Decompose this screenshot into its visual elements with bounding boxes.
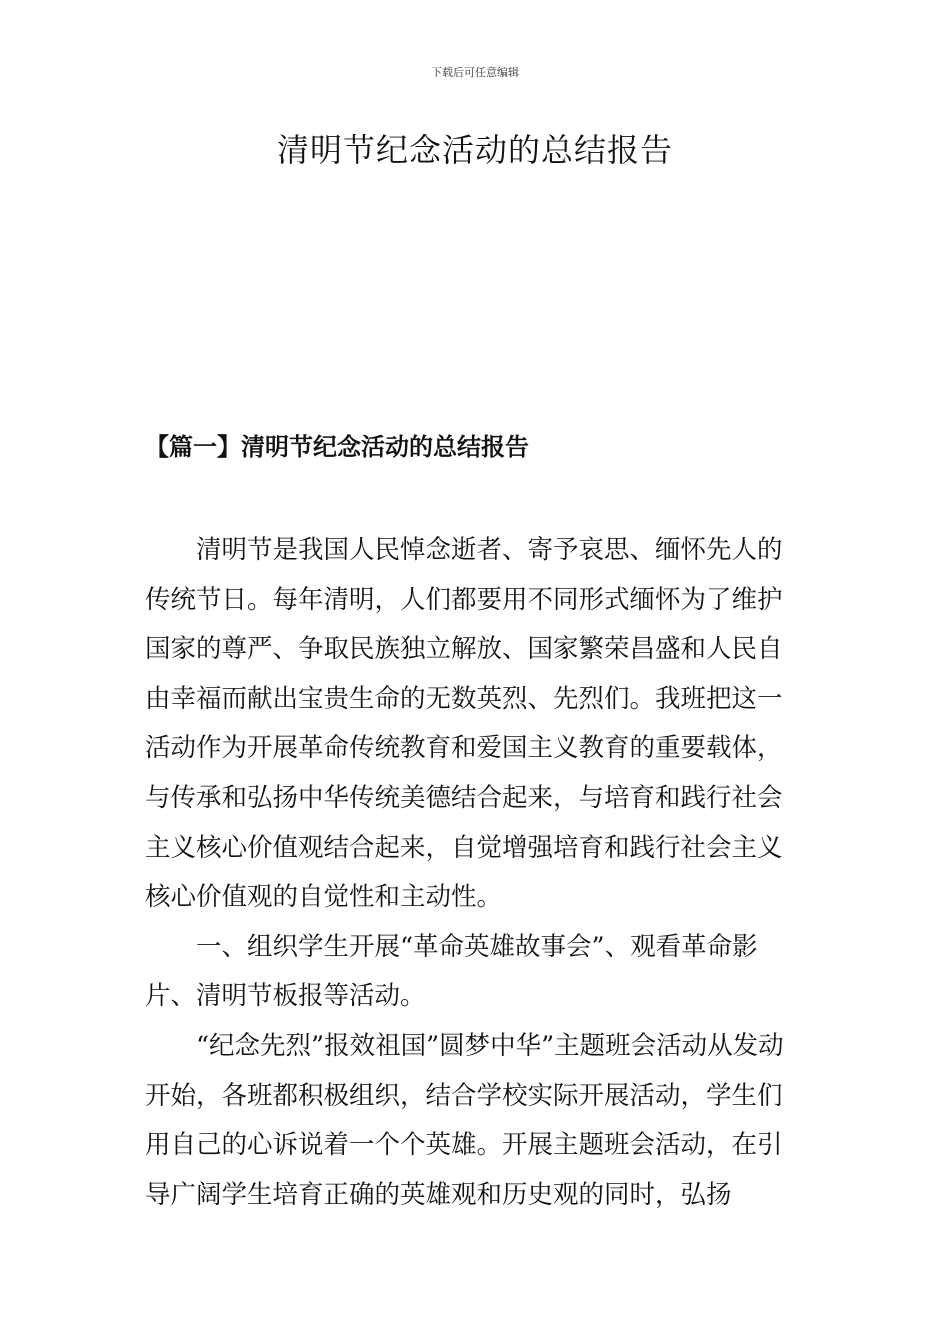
section-heading: 【篇一】清明节纪念活动的总结报告 <box>145 432 529 461</box>
paragraph: 清明节是我国人民悼念逝者、寄予哀思、缅怀先人的传统节日。每年清明，人们都要用不同形式缅怀为了维护国家的尊严、争取民族独立解放、国家繁荣昌盛和人民自由幸福而献出宝贵生命的无数英烈、先烈们。我班把这一活动作为开展革命传统教育和爱国主义教育的重要载体，与传承和弘扬中华传统美德结合起来，与培育和践行社会主义核心价值观结合起来，自觉增强培育和践行社会主义核心价值观的自觉性和主动性。 <box>145 535 783 913</box>
document-title: 清明节纪念活动的总结报告 <box>276 131 673 169</box>
paragraph: 一、组织学生开展“革命英雄故事会”、观看革命影片、清明节板报等活动。 <box>145 931 758 1012</box>
header-note: 下载后可任意编辑 <box>431 66 519 79</box>
paragraph: “纪念先烈”报效祖国”圆梦中华”主题班会活动从发动开始，各班都积极组织，结合学校实际开展活动，学生们用自己的心诉说着一个个英雄。开展主题班会活动，在引导广阔学生培育正确的英雄观和历史观的同时，弘扬 <box>145 1030 784 1210</box>
body-text <box>145 526 807 1220</box>
